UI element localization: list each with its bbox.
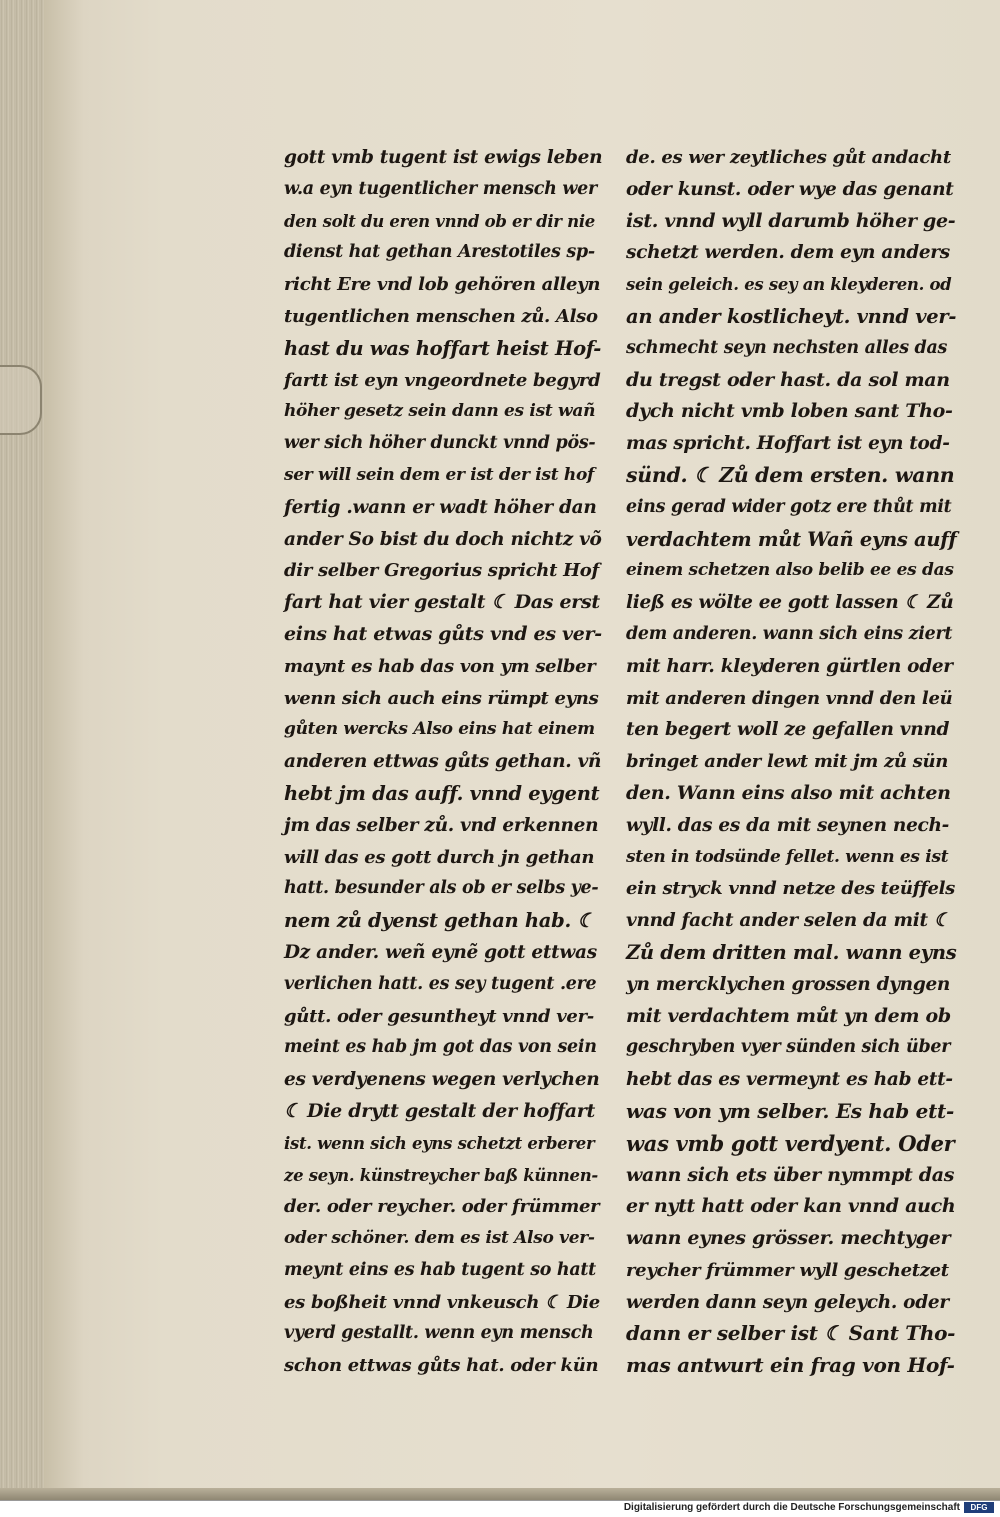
text-line: hebt jm das auff. vnnd eygent [284, 781, 600, 805]
text-line: sünd. ☾ Zů dem ersten. wann [626, 462, 955, 487]
text-line: anderen ettwas gůts gethan. vñ [284, 751, 602, 773]
text-line: er nytt hatt oder kan vnnd auch [626, 1195, 956, 1218]
text-line: fart hat vier gestalt ☾ Das erst [284, 591, 600, 614]
text-line: was von ym selber. Es hab ett- [626, 1098, 954, 1123]
text-line: dienst hat gethan Arestotiles sp- [284, 242, 595, 263]
text-line: fartt ist eyn vngeordnete begyrd [284, 369, 601, 391]
page-edges [0, 0, 47, 1500]
text-line: eins gerad wider gotz ere thůt mit [626, 496, 952, 517]
text-line: sein geleich. es sey an kleyderen. od [626, 275, 952, 295]
text-line: Zů dem dritten mal. wann eyns [626, 940, 957, 964]
page-bottom-edge [0, 1488, 1000, 1500]
text-line: fertig .wann er wadt höher dan [284, 496, 597, 518]
text-line: will das es gott durch jn gethan [284, 846, 595, 868]
text-line: mit anderen dingen vnnd den leü [626, 687, 953, 709]
text-line: ein stryck vnnd netze des teüffels [626, 878, 956, 900]
text-line: maynt es hab das von ym selber [284, 655, 596, 677]
text-line: höher gesetz sein dann es ist wañ [284, 401, 596, 422]
text-line: vnnd facht ander selen da mit ☾ [626, 910, 951, 932]
text-line: ist. vnnd wyll darumb höher ge- [626, 209, 956, 232]
text-line: yn mercklychen grossen dyngen [626, 973, 951, 995]
text-line: der. oder reycher. oder frümmer [284, 1196, 600, 1218]
text-line: hast du was hoffart heist Hof- [284, 336, 602, 360]
text-line: eins hat etwas gůts vnd es ver- [284, 622, 602, 645]
text-line: bringet ander lewt mit jm zů sün [626, 751, 949, 773]
text-line: mit harr. kleyderen gürtlen oder [626, 655, 953, 677]
text-line: schetzt werden. dem eyn anders [626, 242, 950, 264]
text-line: geschryben vyer sünden sich über [626, 1037, 951, 1058]
text-line: schmecht seyn nechsten alles das [626, 337, 948, 358]
text-line: schon ettwas gůts hat. oder kün [284, 1355, 599, 1377]
text-line: dem anderen. wann sich eins ziert [626, 623, 953, 644]
text-line: einem schetzen also belib ee es das [626, 560, 954, 581]
text-line: ist. wenn sich eyns schetzt erberer [284, 1133, 595, 1153]
text-line: mas spricht. Hoffart ist eyn tod- [626, 433, 950, 455]
text-line: ander So bist du doch nichtz võ [284, 528, 602, 550]
text-column-left [284, 142, 602, 1382]
text-line: den solt du eren vnnd ob er dir nie [284, 211, 596, 231]
text-line: w.a eyn tugentlicher mensch wer [284, 178, 597, 199]
dfg-logo: DFG [964, 1502, 994, 1513]
text-line: dann er selber ist ☾ Sant Tho- [626, 1321, 956, 1346]
text-line: gůten wercks Also eins hat einem [284, 719, 595, 740]
text-line: mit verdachtem můt yn dem ob [626, 1004, 951, 1027]
text-line: richt Ere vnd lob gehören alleyn [284, 274, 601, 296]
text-line: was vmb gott verdyent. Oder [626, 1130, 955, 1156]
text-line: meint es hab jm got das von sein [284, 1037, 597, 1058]
footer-credit: Digitalisierung gefördert durch die Deutsche Forschungsgemeinschaft [623, 1502, 960, 1513]
text-line: verdachtem můt Wañ eyns auff [626, 527, 957, 551]
text-line: dir selber Gregorius spricht Hof [284, 560, 599, 582]
text-line: ze seyn. künstreycher baß künnen- [284, 1165, 598, 1185]
text-line: es verdyenens wegen verlychen [284, 1069, 600, 1091]
text-line: an ander kostlicheyt. vnnd ver- [626, 304, 957, 328]
text-line: jm das selber zů. vnd erkennen [284, 814, 599, 836]
text-line: vyerd gestallt. wenn eyn mensch [284, 1323, 594, 1344]
text-line: gůtt. oder gesuntheyt vnnd ver- [284, 1005, 594, 1027]
text-line: verlichen hatt. es sey tugent .ere [284, 973, 597, 994]
text-line: ser will sein dem er ist der ist hof [284, 464, 595, 485]
text-line: gott vmb tugent ist ewigs leben [284, 147, 603, 168]
text-line: den. Wann eins also mit achten [626, 781, 951, 804]
text-line: dych nicht vmb loben sant Tho- [626, 400, 953, 423]
text-line: sten in todsünde fellet. wenn es ist [626, 846, 949, 867]
text-line: tugentlichen menschen zů. Also [284, 305, 598, 327]
text-line: es boßheit vnnd vnkeusch ☾ Die [284, 1291, 600, 1313]
text-line: wenn sich auch eins rümpt eyns [284, 687, 599, 709]
text-line: ließ es wölte ee gott lassen ☾ Zů [626, 592, 954, 614]
text-line: wann sich ets über nymmpt das [626, 1163, 955, 1186]
text-line: hebt das es vermeynt es hab ett- [626, 1069, 953, 1091]
text-line: Dz ander. weñ eynẽ gott ettwas [284, 941, 597, 963]
text-line: du tregst oder hast. da sol man [626, 368, 950, 391]
text-line: wyll. das es da mit seynen nech- [626, 814, 950, 836]
text-line: meynt eins es hab tugent so hatt [284, 1259, 596, 1280]
text-line: de. es wer zeytliches gůt andacht [626, 147, 951, 168]
text-line: mas antwurt ein frag von Hof- [626, 1353, 955, 1378]
text-line: hatt. besunder als ob er selbs ye- [284, 878, 599, 899]
text-line: reycher frümmer wyll geschetzet [626, 1259, 949, 1281]
text-line: werden dann seyn geleych. oder [626, 1291, 949, 1313]
text-line: oder kunst. oder wye das genant [626, 178, 954, 200]
text-line: nem zů dyenst gethan hab. ☾ [284, 909, 595, 933]
text-line: ten begert woll ze gefallen vnnd [626, 719, 950, 741]
text-line: oder schöner. dem es ist Also ver- [284, 1228, 595, 1249]
text-column-right [626, 142, 956, 1382]
text-line: ☾ Die drytt gestalt der hoffart [284, 1099, 595, 1122]
bookmark-tab [0, 365, 42, 435]
text-line: wann eynes grösser. mechtyger [626, 1227, 951, 1250]
text-line: wer sich höher dunckt vnnd pös- [284, 433, 596, 454]
